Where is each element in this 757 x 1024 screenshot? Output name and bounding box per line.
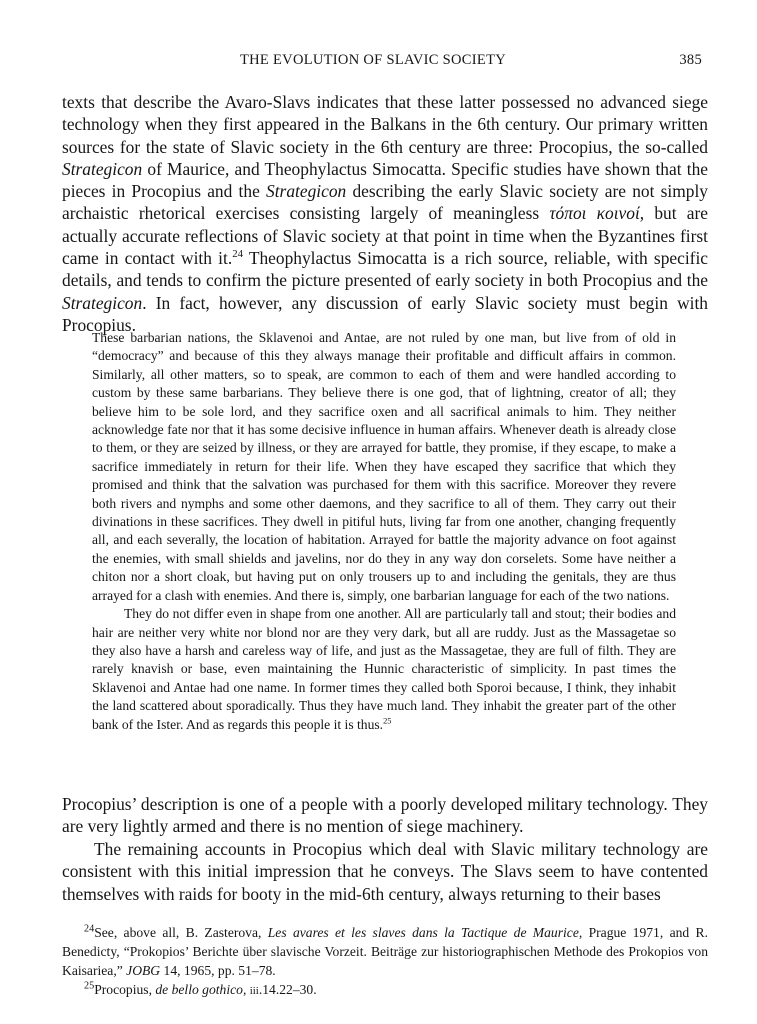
text-run: of Maurice, and Theophylactus Simocatta. Specific studies have shown that the pieces in Procopius and the bbox=[62, 158, 708, 202]
text-run: They do not differ even in shape from one another. All are particularly tall and stout; their bodies and hair are neither very white nor blond nor are they very dark, but all are ruddy. Just as the Massagetae so they also have a harsh and careless way of life, and just as the Massagetae, they are full of filth. They are rarely knavish or base, even maintaining the Hunnic characteristic of simplicity. In past times the Sklavenoi and Antae had one name. In former times they called both Sporoi because, I think, they inhabit the land scattered about sporadically. Thus they have much land. They inhabit the greater part of the other bank of the Ister. And as regards this people it is thus. bbox=[92, 606, 676, 732]
text-run: describing the early Slavic society are not simply archaistic rhetorical exercises consisting largely of meaningless bbox=[62, 181, 708, 224]
quote-paragraph-2 bbox=[92, 605, 676, 734]
footnote-ref-25[interactable]: 25 bbox=[383, 715, 392, 725]
italic-title: Strategicon bbox=[62, 158, 143, 179]
text-run: texts that describe the Avaro-Slavs indicates that these latter possessed no advanced siege technology when they first appeared in the Balkans in the 6th century. Our primary written sources for the state of Slavic society in the 6th century are three: Procopius, the so-called bbox=[62, 92, 708, 157]
text-run: , bbox=[242, 982, 250, 997]
text-run: Theophylactus Simocatta is a rich source, reliable, with specific details, and tends to confirm the picture presented of early society in both Procopius and the bbox=[62, 248, 708, 291]
quote-paragraph-1: These barbarian nations, the Sklavenoi and Antae, are not ruled by one man, but live from of old in “democracy” and because of this they always manage their profitable and difficult affairs in common. Similarly, all other matters, so to speak, are common to each of them and were handled according to custom by these same barbarians. They believe there is one god, that of lightning, creator of all; they believe him to be sole lord, and they sacrifice oxen and all sacrifical animals to him. They neither acknowledge fate nor that it has some decisive influence in human affairs. Whenever death is already close to them, or they are seized by illness, or they are arrayed for battle, they promise, if they escape, to make a sacrifice immediately in return for their life. When they have escaped they sacrifice that which they promised and think that the salvation was purchased for them with this sacrifice. Moreover they revere both rivers and nymphs and some other daemons, and they sacrifice to all of them. They carry out their divinations in these sacrifices. They dwell in pitiful huts, living far from one another, changing frequently all, and each severally, the location of habitation. Arrayed for battle the majority advance on foot against the enemies, with small shields and javelins, nor do they in any way don corselets. Some have neither a chiton nor a short cloak, but having put on only trousers up to and including the genitals, they are thus arrayed for a clash with enemies. And there is, simply, one barbarian language for each of the two nations. bbox=[92, 330, 676, 603]
body-paragraph-2: Procopius’ description is one of a people with a poorly developed military technology. They are very lightly armed and there is no mention of siege machinery. bbox=[62, 794, 708, 837]
text-run: but are actually accurate reflections of Slavic society at that point in time when the Byzantines first came in contact with it. bbox=[62, 203, 708, 269]
footnote-number: 24 bbox=[84, 923, 95, 935]
footnote-ref-24[interactable]: 24 bbox=[232, 248, 243, 261]
body-paragraph-3: The remaining accounts in Procopius which deal with Slavic military technology are consistent with this initial impression that he conveys. The Slavs seem to have contented themselves with raids for booty in the mid-6th century, always returning to their bases bbox=[62, 839, 708, 904]
text-run: . In fact, however, any discussion of early Slavic society must begin with Procopius. bbox=[62, 292, 708, 335]
running-header bbox=[62, 52, 702, 74]
italic-title: Strategicon bbox=[62, 292, 143, 313]
text-run: 14, 1965, pp. 51–78. bbox=[160, 963, 276, 978]
body-paragraph-1 bbox=[62, 91, 708, 336]
small-caps-numeral: iii bbox=[249, 985, 259, 997]
page-number: 385 bbox=[679, 52, 702, 68]
block-quote bbox=[92, 329, 676, 734]
italic-title: Strategicon bbox=[266, 181, 347, 202]
italic-title: de bello gothico bbox=[155, 982, 243, 997]
italic-title: JOBG bbox=[126, 963, 161, 978]
greek-phrase: τόποι κοινοί, bbox=[549, 203, 645, 224]
footnote-number: 25 bbox=[84, 980, 95, 992]
text-run: See, above all, B. Zasterova, bbox=[94, 925, 268, 940]
footnote-25 bbox=[62, 980, 708, 1001]
footnotes bbox=[62, 923, 708, 1001]
running-title: THE EVOLUTION OF SLAVIC SOCIETY bbox=[240, 52, 506, 68]
text-run: Procopius, bbox=[94, 982, 156, 997]
text-run: , Prague 1971, and R. Benedicty, “Prokopios’ Berichte über slavische Vorzeit. Beiträge zur historiographischen Methode des Prokopios von Kaisariea,” bbox=[62, 925, 708, 978]
footnote-24 bbox=[62, 923, 708, 980]
italic-title: Les avares et les slaves dans la Tactique de Maurice bbox=[267, 925, 579, 940]
text-run: .14.22–30. bbox=[258, 982, 317, 997]
